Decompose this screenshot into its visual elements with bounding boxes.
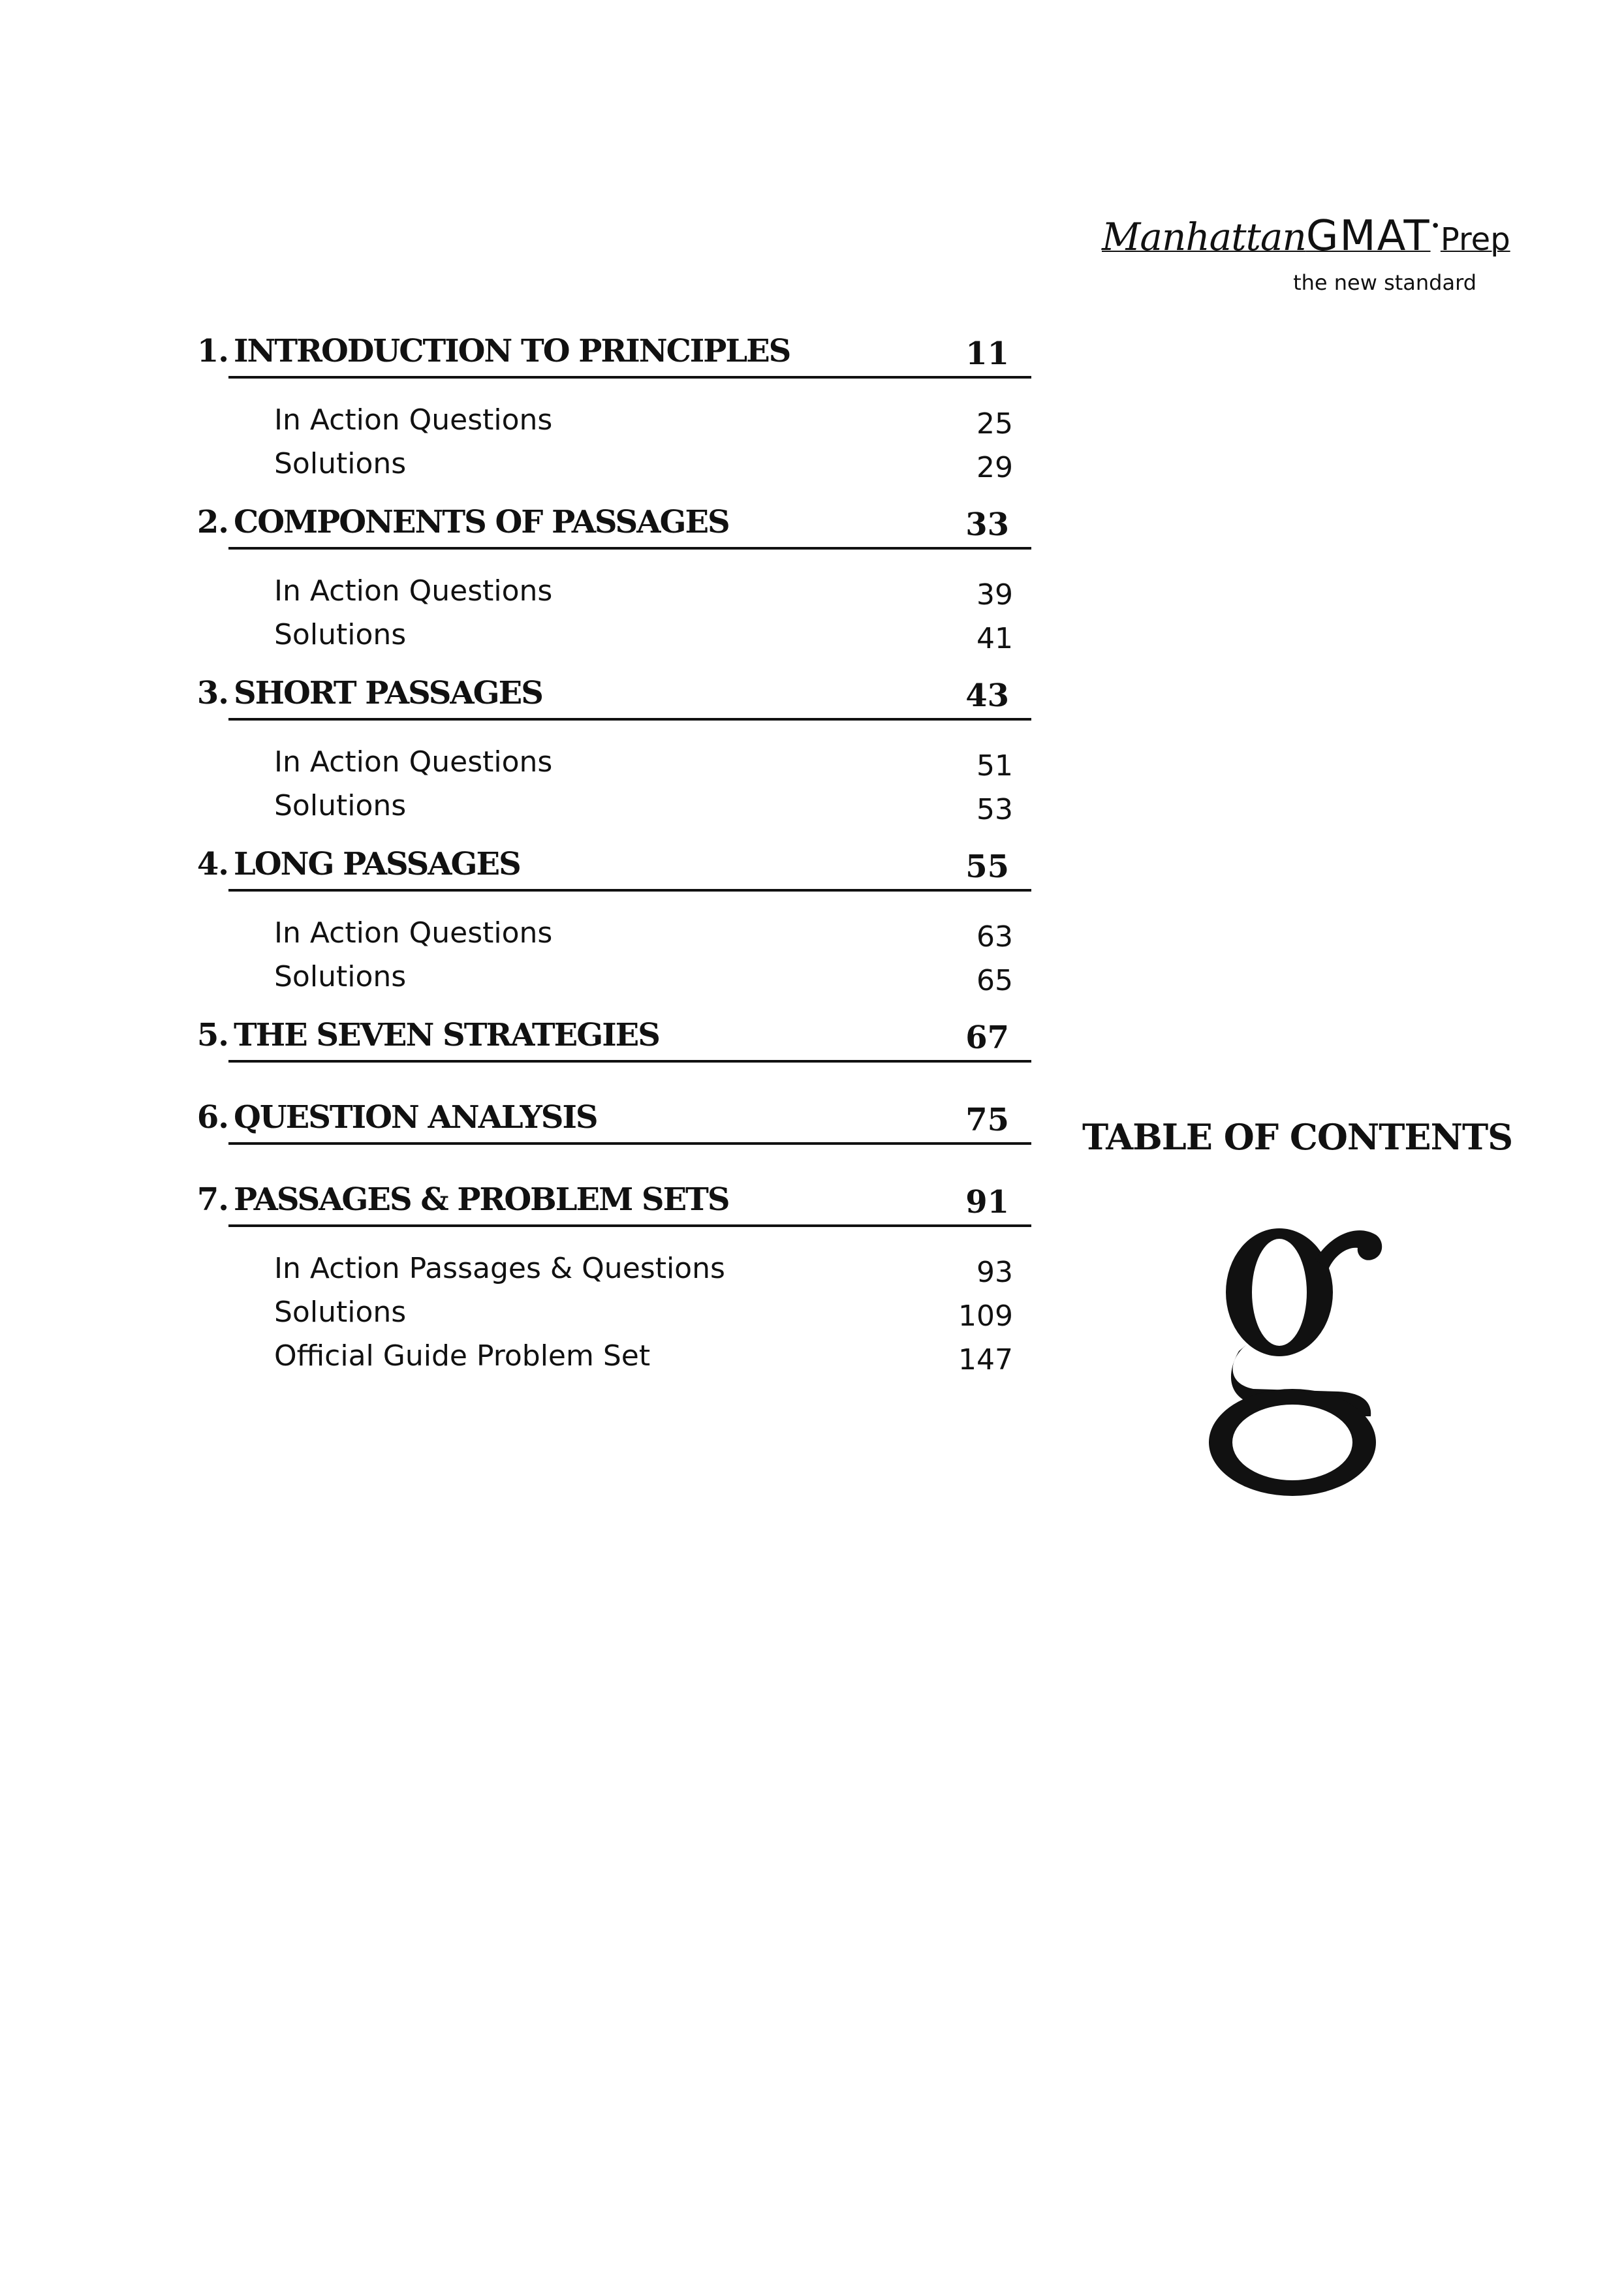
chapter-4-sections (183, 892, 1031, 1010)
chapter-title[interactable]: SHORT PASSAGES (234, 675, 542, 711)
chapter-3-sections (183, 721, 1031, 839)
chapter-4[interactable] (183, 839, 1031, 892)
spacer (183, 1063, 1031, 1093)
section-label[interactable]: Solutions (274, 447, 407, 480)
section-page: 147 (958, 1343, 1013, 1377)
chapter-title[interactable]: COMPONENTS OF PASSAGES (234, 504, 729, 540)
section-page: 25 (976, 407, 1013, 441)
section-entry[interactable] (183, 569, 1031, 613)
section-page: 41 (976, 622, 1013, 655)
section-label[interactable]: Solutions (274, 789, 407, 822)
section-entry[interactable] (183, 1290, 1031, 1334)
chapter-title[interactable]: INTRODUCTION TO PRINCIPLES (234, 333, 790, 369)
brand-mark: • (1430, 217, 1441, 236)
g-logo-icon (1201, 1221, 1390, 1501)
chapter-2-sections (183, 550, 1031, 668)
section-page: 51 (976, 749, 1013, 783)
chapter-number: 6. (196, 1099, 228, 1136)
section-label[interactable]: In Action Passages & Questions (274, 1252, 725, 1285)
chapter-page: 55 (965, 848, 1009, 885)
chapter-number: 2. (196, 504, 228, 540)
section-page: 53 (976, 793, 1013, 826)
brand-logo (1084, 212, 1514, 313)
section-entry[interactable] (183, 784, 1031, 828)
chapter-title[interactable]: QUESTION ANALYSIS (234, 1099, 597, 1136)
section-page: 39 (976, 578, 1013, 612)
chapter-page: 11 (965, 335, 1009, 372)
chapter-number: 5. (196, 1017, 228, 1053)
section-label[interactable]: Official Guide Problem Set (274, 1339, 651, 1373)
page-title: TABLE OF CONTENTS (1082, 1116, 1513, 1158)
section-label[interactable]: Solutions (274, 618, 407, 651)
spacer (183, 1145, 1031, 1175)
section-entry[interactable] (183, 955, 1031, 999)
section-entry[interactable] (183, 613, 1031, 657)
section-page: 65 (976, 964, 1013, 997)
section-label[interactable]: In Action Questions (274, 745, 553, 779)
section-entry[interactable] (183, 1334, 1031, 1378)
chapter-1[interactable] (183, 326, 1031, 379)
brand-wordmark (1102, 212, 1510, 260)
chapter-6[interactable] (183, 1093, 1031, 1145)
chapter-3[interactable] (183, 668, 1031, 721)
section-entry[interactable] (183, 442, 1031, 486)
chapter-page: 67 (965, 1019, 1009, 1056)
brand-tagline: the new standard (1293, 270, 1476, 295)
chapter-page: 43 (965, 677, 1009, 714)
chapter-page: 91 (965, 1184, 1009, 1221)
chapter-title[interactable]: THE SEVEN STRATEGIES (234, 1017, 659, 1053)
section-label[interactable]: Solutions (274, 960, 407, 993)
chapter-number: 4. (196, 846, 228, 882)
section-label[interactable]: In Action Questions (274, 403, 553, 437)
brand-script: Manhattan (1102, 215, 1306, 259)
chapter-2[interactable] (183, 497, 1031, 550)
section-label[interactable]: Solutions (274, 1296, 407, 1329)
section-entry[interactable] (183, 1247, 1031, 1290)
table-of-contents (183, 326, 1031, 1390)
chapter-1-sections (183, 379, 1031, 497)
section-label[interactable]: In Action Questions (274, 916, 553, 950)
section-entry[interactable] (183, 911, 1031, 955)
chapter-7[interactable] (183, 1175, 1031, 1227)
chapter-number: 1. (196, 333, 228, 369)
chapter-title[interactable]: PASSAGES & PROBLEM SETS (234, 1181, 729, 1218)
section-label[interactable]: In Action Questions (274, 574, 553, 608)
section-page: 63 (976, 920, 1013, 954)
chapter-page: 33 (965, 506, 1009, 543)
brand-suffix: Prep (1440, 221, 1510, 258)
chapter-page: 75 (965, 1102, 1009, 1138)
chapter-title[interactable]: LONG PASSAGES (234, 846, 520, 882)
section-entry[interactable] (183, 740, 1031, 784)
section-entry[interactable] (183, 398, 1031, 442)
section-page: 29 (976, 451, 1013, 484)
brand-name: GMAT (1305, 212, 1431, 260)
chapter-5[interactable] (183, 1010, 1031, 1063)
chapter-number: 7. (196, 1181, 228, 1218)
section-page: 109 (958, 1299, 1013, 1333)
chapter-7-sections (183, 1227, 1031, 1390)
chapter-number: 3. (196, 675, 228, 711)
section-page: 93 (976, 1256, 1013, 1289)
